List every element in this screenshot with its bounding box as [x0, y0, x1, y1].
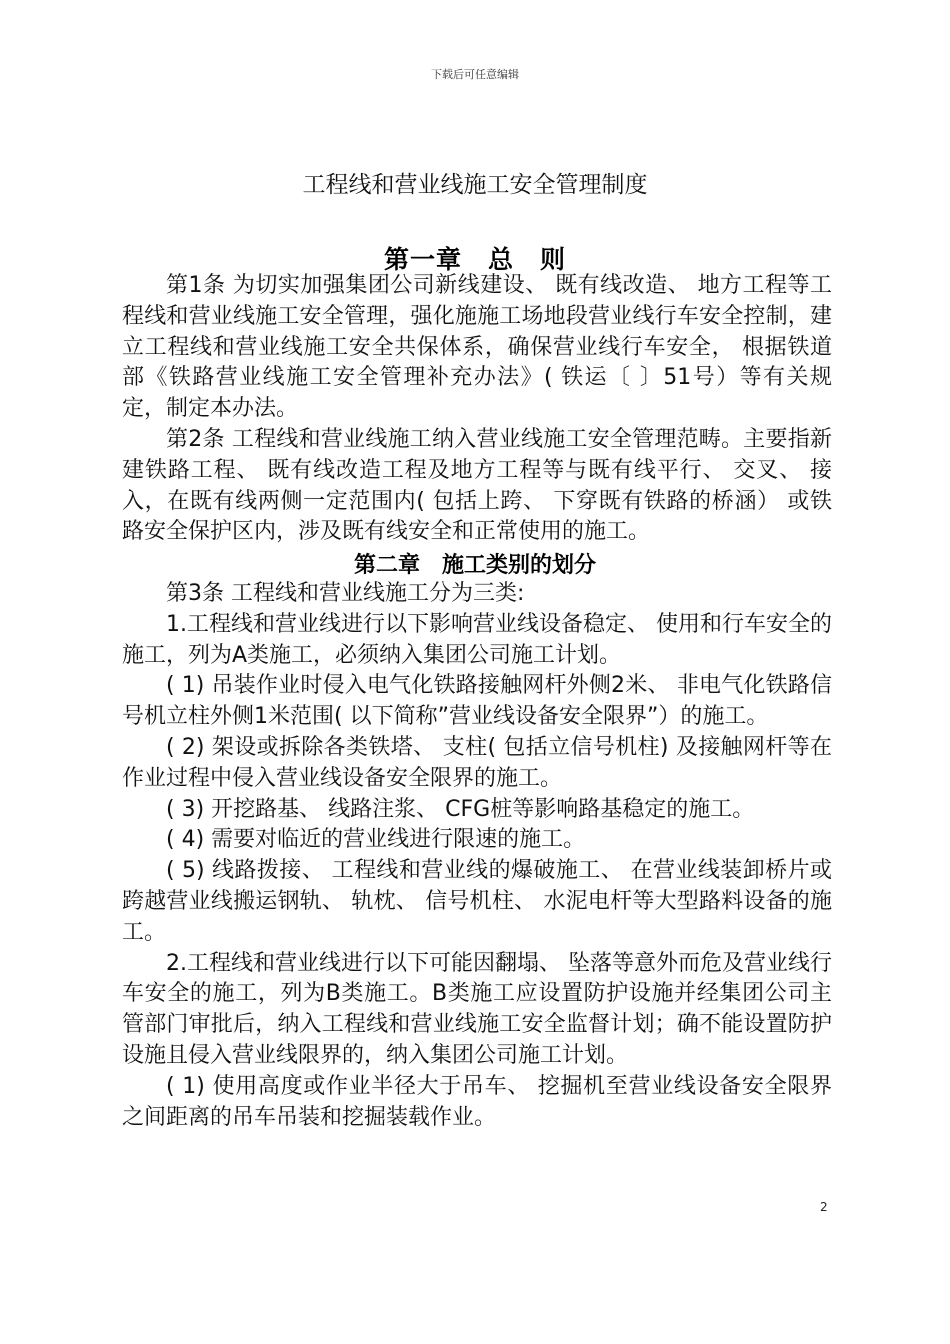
chapter-2-heading: 第二章 施工类别的划分 — [353, 553, 596, 578]
item-1-3: ( 3) 开挖路基、 线路注浆、 CFG桩等影响路基稳定的施工。 — [166, 796, 755, 822]
article-2: 第2条 工程线和营业线施工纳入营业线施工安全管理范畴。主要指新建铁路工程、 既有线改造工程及地方工程等与既有线平行、 交叉、 接入，在既有线两侧一定范围内( 包括上跨、 下穿既有铁路的桥涵） 或铁路安全保护区内，涉及既有线安全和正常使用的施工。 — [122, 426, 832, 545]
clause-1: 1.工程线和营业线进行以下影响营业线设备稳定、 使用和行车安全的施工，列为A类施工，必须纳入集团公司施工计划。 — [122, 611, 832, 668]
chapter-2-body — [122, 579, 832, 1133]
page-header: 下载后可任意编辑 — [431, 68, 519, 81]
document-title: 工程线和营业线施工安全管理制度 — [302, 172, 648, 198]
article-1: 第1条 为切实加强集团公司新线建设、 既有线改造、 地方工程等工程线和营业线施工安全管理，强化施施工场地段营业线行车安全控制，建立工程线和营业线施工安全共保体系，确保营业线行车安全， 根据铁道部《铁路营业线施工安全管理补充办法》( 铁运〔 〕51号）等有关规定，制定本办法。 — [122, 273, 832, 422]
page-number: 2 — [820, 1200, 828, 1214]
item-1-5: ( 5) 线路拨接、 工程线和营业线的爆破施工、 在营业线装卸桥片或跨越营业线搬运钢轨、 轨枕、 信号机柱、 水泥电杆等大型路料设备的施工。 — [122, 858, 832, 945]
chapter-1-body — [122, 271, 832, 548]
item-1-4: ( 4) 需要对临近的营业线进行限速的施工。 — [166, 827, 586, 853]
clause-2: 2.工程线和营业线进行以下可能因翻塌、 坠落等意外而危及营业线行车安全的施工，列为B类施工。B类施工应设置防护设施并经集团公司主管部门审批后，纳入工程线和营业线施工安全监督计划；确不能设置防护设施且侵入营业线限界的，纳入集团公司施工计划。 — [122, 950, 832, 1068]
chapter-1-heading: 第一章 总 则 — [383, 245, 566, 274]
item-1-2: ( 2) 架设或拆除各类铁塔、 支柱( 包括立信号机柱) 及接触网杆等在作业过程中侵入营业线设备安全限界的施工。 — [122, 734, 832, 791]
article-3: 第3条 工程线和营业线施工分为三类: — [166, 581, 525, 606]
item-2-1: ( 1) 使用高度或作业半径大于吊车、 挖掘机至营业线设备安全限界之间距离的吊车吊装和挖掘装载作业。 — [122, 1073, 832, 1130]
item-1-1: ( 1) 吊装作业时侵入电气化铁路接触网杆外侧2米、 非电气化铁路信号机立柱外侧1米范围( 以下简称”营业线设备安全限界”）的施工。 — [122, 673, 832, 730]
